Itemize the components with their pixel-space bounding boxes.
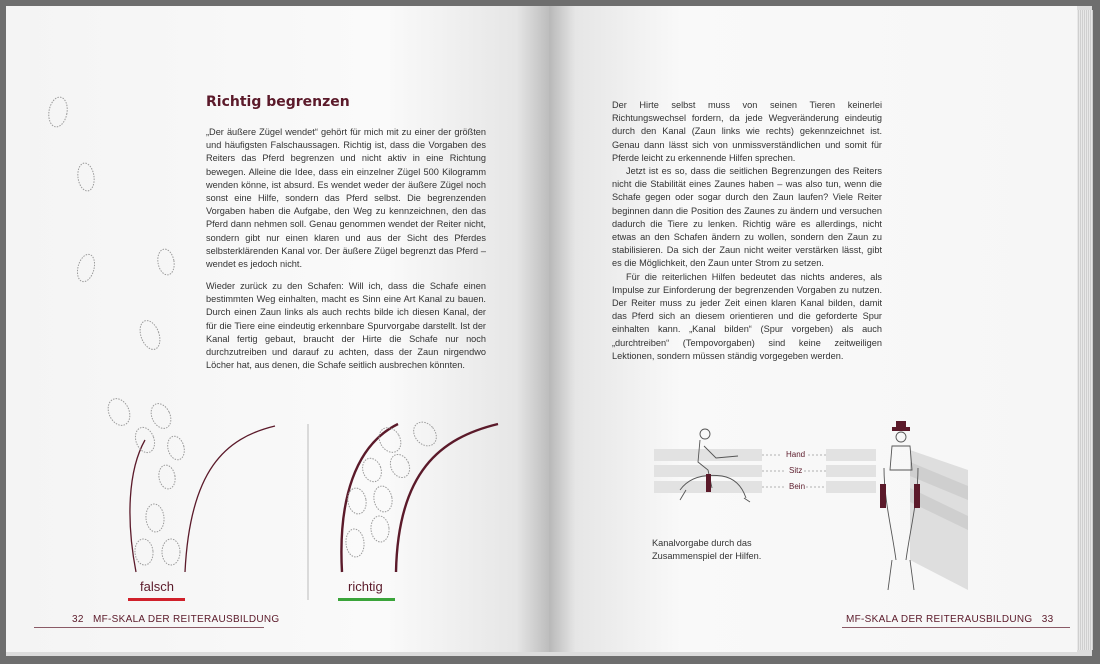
right-paragraph-2: Jetzt ist es so, dass die seitlichen Begrenzungen des Reiters nicht die Stabilität eines Zaunes haben – was also tun, wenn die Schafe gegen oder sogar durch den Zaun laufen? Viele Reiter beginnen dann die Position des Zaunes zu ändern und versuchen dadurch die Tiere zu lenken. Richtig wäre es allerdings, nicht etwas an den Schafen ändern zu wollen, sondern den Zaun zu stabilisieren. Da sich der Zaun nicht weiter verstärken lässt, gibt es die Möglichkeit, den Zaun unter Strom zu setzen. xyxy=(612,166,882,269)
aid-label-bein: Bein xyxy=(789,482,806,491)
right-paragraph-3: Für die reiterlichen Hilfen bedeutet das nichts anderes, als Impulse zur Einforderung der begrenzenden Vorgaben zu nutzen. Der Reiter muss zu jeder Zeit einen klaren Kanal bilden, damit das Pferd sich an diesem orientieren und die geforderte Spur einhalten kann. „Kanal bilden“ (Spur vorgeben) als auch „durchtreiben“ (Tempovorgaben) sind keine zeitweiligen Lektionen, sondern müssen ständig vorgegeben werden. xyxy=(612,271,882,361)
diagram-wrong xyxy=(104,395,275,572)
right-text-column xyxy=(612,99,882,363)
diagram-right xyxy=(341,418,498,572)
rider-front-view xyxy=(826,421,968,590)
page-number-left: 32 xyxy=(72,614,84,625)
footer-right xyxy=(846,614,1054,625)
section-heading: Richtig begrenzen xyxy=(206,94,350,110)
footer-title-right: MF-SKALA DER REITERAUSBILDUNG xyxy=(846,614,1033,625)
left-paragraph-2: Wieder zurück zu den Schafen: Will ich, dass die Schafe einen bestimmten Weg einhalten, macht es Sinn eine Art Kanal zu bauen. Durch einen Zaun links als auch rechts bilde ich diesen Kanal, der für die Tiere eine eindeutig erkennbare Spurvorgabe darstellt. Ist der Kanal fertig gebaut, braucht der Hirte die Schafe nur noch durchzutreiben und darauf zu achten, dass der Zaun nirgendwo Löcher hat, aus denen, die Schafe seitlich ausbrechen könnten. xyxy=(206,281,486,371)
footer-rule-right xyxy=(842,627,1070,628)
wrong-underline xyxy=(128,598,185,601)
label-right: richtig xyxy=(348,579,383,594)
sheep-scatter xyxy=(47,96,177,353)
aid-label-sitz: Sitz xyxy=(789,466,803,475)
figure-caption: Kanalvorgabe durch das Zusammenspiel der Hilfen. xyxy=(652,538,762,561)
rider-side-view xyxy=(654,429,762,502)
label-wrong: falsch xyxy=(140,579,174,594)
right-underline xyxy=(338,598,395,601)
aid-label-hand: Hand xyxy=(786,450,806,459)
footer-rule-left xyxy=(34,627,264,628)
left-paragraph-1: „Der äußere Zügel wendet“ gehört für mich mit zu einer der größten und häufigsten Falschaussagen. Richtig ist, dass die Vorgaben des Reiters das Pferd begrenzen und nicht aktiv in eine Richtung bewegen. Alleine die Idee, dass ein einzelner Zügel 500 Kilogramm wenden könne, ist absurd. Es wendet weder der äußere Zügel noch sonst eine Hilfe, sondern das Pferd selbst. Die begrenzenden Vorgaben haben die Aufgabe, den Weg zu kennzeichnen, den das Pferd dann nehmen soll. Genau genommen wendet der Reiter nicht, sondern gibt nur einen klaren und aus der Sicht des Pferdes selbsterklärenden Kanal vor. Der äußere Zügel begrenzt das Pferd – wendet es jedoch nicht. xyxy=(206,127,486,270)
page-number-right: 33 xyxy=(1041,614,1054,625)
footer-left xyxy=(72,614,280,625)
right-paragraph-1: Der Hirte selbst muss von seinen Tieren keinerlei Richtungswechsel fordern, da jede Wegveränderung eindeutig durch den Kanal (Zaun links wie rechts) gekennzeichnet ist. Genau dann lässt sich von unmissverständlichen und somit für Pferde leicht zu erkennende Hilfen sprechen. xyxy=(612,100,882,163)
footer-title-left: MF-SKALA DER REITERAUSBILDUNG xyxy=(92,614,280,625)
